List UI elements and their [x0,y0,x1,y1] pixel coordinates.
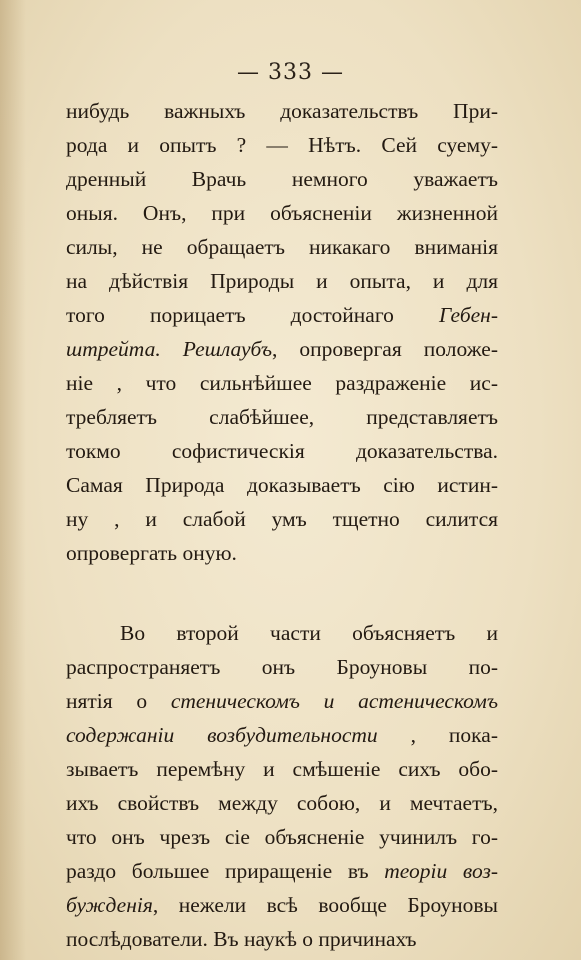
paragraph-2 [66,616,498,956]
text-line [66,366,498,400]
line-text: нятія о [66,689,171,713]
italic-text: теоріи воз- [384,859,498,883]
paragraph-1 [66,94,498,570]
line-text: распространяетъ онъ Броуновы по- [66,655,498,679]
text-line [66,650,498,684]
line-text: ну , и слабой умъ тщетно силится [66,507,498,531]
italic-text: стеническомъ и астеническомъ [170,689,498,713]
text-line [66,332,498,366]
line-text: того порицаетъ достойнаго [66,303,439,327]
page-body [66,94,498,956]
line-text: на дѣйствія Природы и опыта, и для [66,269,498,293]
text-line [66,298,498,332]
text-line [66,502,498,536]
italic-text: штрейта. Решлаубъ [66,337,272,361]
line-text: зываетъ перемѣну и смѣшеніе сихъ обо- [66,757,498,781]
line-text: требляетъ слабѣйшее, представляетъ [66,405,498,429]
text-line [66,922,498,956]
text-line [66,718,498,752]
text-line [66,684,498,718]
page-number: — 333 — [237,60,344,85]
line-text: рода и опытъ ? — Нѣтъ. Сей суему- [66,133,498,157]
line-text: послѣдователи. Въ наукѣ о причинахъ [66,927,417,951]
line-text: Самая Природа доказываетъ сію истин- [66,473,498,497]
line-text: силы, не обращаетъ никакаго вниманія [66,235,498,259]
text-line [66,786,498,820]
text-line [66,264,498,298]
line-text: ніе , что сильнѣйшее раздраженіе ис- [66,371,498,395]
text-line [66,400,498,434]
text-line [66,888,498,922]
text-line [66,468,498,502]
italic-text: бужденія [66,893,153,917]
line-text: токмо софистическія доказательства. [66,439,498,463]
line-text: раздо большее приращеніе въ [66,859,385,883]
line-text: , опровергая положе- [271,337,498,361]
text-line [66,162,498,196]
italic-text: Гебен- [438,303,498,327]
line-text: Во второй части объясняетъ и [120,621,498,645]
line-text: опровергать оную. [66,541,237,565]
italic-text: содержаніи возбудительности [66,723,378,747]
text-line [66,128,498,162]
paragraph-gap [66,570,498,616]
line-text: дренный Врачь немного уважаетъ [66,167,498,191]
text-line [66,196,498,230]
text-line [66,434,498,468]
line-text: нибудь важныхъ доказательствъ При- [66,99,498,123]
line-text: , пока- [377,723,498,747]
line-text: оныя. Онъ, при объясненіи жизненной [66,201,498,225]
text-line [66,536,498,570]
text-line [66,616,498,650]
line-text: что онъ чрезъ сіе объясненіе учинилъ го- [66,825,498,849]
text-line [66,752,498,786]
text-line [66,820,498,854]
line-text: ихъ свойствъ между собою, и мечтаетъ, [66,791,498,815]
text-line [66,854,498,888]
text-line [66,230,498,264]
text-line [66,94,498,128]
line-text: , нежели всѣ вообще Броуновы [152,893,498,917]
